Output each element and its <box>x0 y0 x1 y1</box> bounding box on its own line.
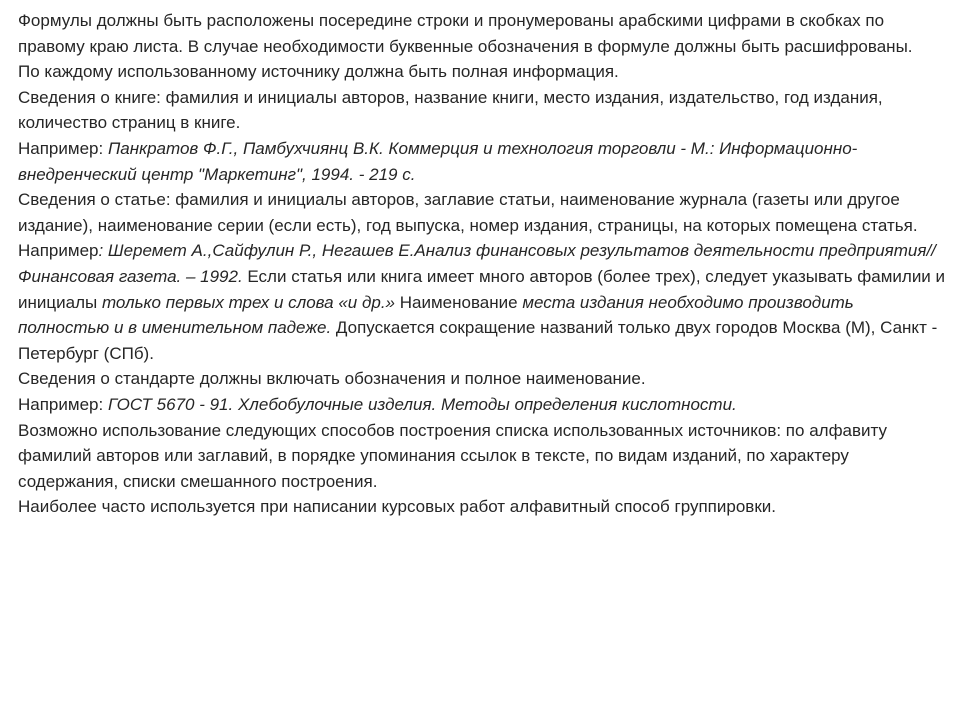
paragraph-grouping: Наиболее часто используется при написании курсовых работ алфавитный способ группировки. <box>18 497 776 517</box>
paragraph-standard-info: Сведения о стандарте должны включать обозначения и полное наименование. <box>18 369 646 389</box>
place-rule-emphasis: места издания необходимо производить полностью и в именительном падеже. <box>18 292 854 338</box>
authors-rule-emphasis: только первых трех и слова «и др.» <box>101 292 396 312</box>
example-lead: Например: <box>18 138 108 158</box>
authors-rule-text: Если статья или книга имеет много авторов (более трех), следует указывать фамилии и инициалы <box>18 266 946 312</box>
paragraph-sources-info: По каждому использованному источнику должна быть полная информация. <box>18 62 619 82</box>
example-lead: Например: <box>18 394 108 414</box>
body-text <box>18 8 946 520</box>
paragraph-article-info: Сведения о статье: фамилия и инициалы авторов, заглавие статьи, наименование журнала (газеты или другое издание), наименование серии (если есть), год выпуска, номер издания, страницы, на которых помещена статья. <box>18 190 918 235</box>
book-example-citation: Панкратов Ф.Г., Памбухчиянц В.К. Коммерция и технология торговли - М.: Информационно-внедренческий центр "Маркетинг", 1994. - 219 с. <box>18 138 858 184</box>
paragraph-article-example <box>18 238 946 366</box>
article-example-citation: : Шеремет А.,Сайфулин Р., Негашев Е.Анализ финансовых результатов деятельности предприятия// Финансовая газета. – 1992. <box>18 241 936 286</box>
paragraph-formulas: Формулы должны быть расположены посередине строки и пронумерованы арабскими цифрами в скобках по правому краю листа. В случае необходимости буквенные обозначения в формуле должны быть расшифрованы. <box>18 11 913 56</box>
standard-example-citation: ГОСТ 5670 - 91. Хлебобулочные изделия. Методы определения кислотности. <box>107 394 737 414</box>
paragraph-list-methods: Возможно использование следующих способов построения списка использованных источников: по алфавиту фамилий авторов или заглавий, в порядке упоминания ссылок в тексте, по видам изданий, по характеру содержания, списки смешанного построения. <box>18 420 888 491</box>
example-lead: Например <box>18 241 99 261</box>
paragraph-book-info: Сведения о книге: фамилия и инициалы авторов, название книги, место издания, издательство, год издания, количество страниц в книге. <box>18 87 883 133</box>
paragraph-book-example <box>18 136 946 187</box>
paragraph-standard-example <box>18 392 946 418</box>
abbreviation-rule-text: Допускается сокращение названий только двух городов Москва (М), Санкт - Петербург (СПб). <box>18 318 938 363</box>
place-rule-text: Наименование <box>395 292 523 312</box>
